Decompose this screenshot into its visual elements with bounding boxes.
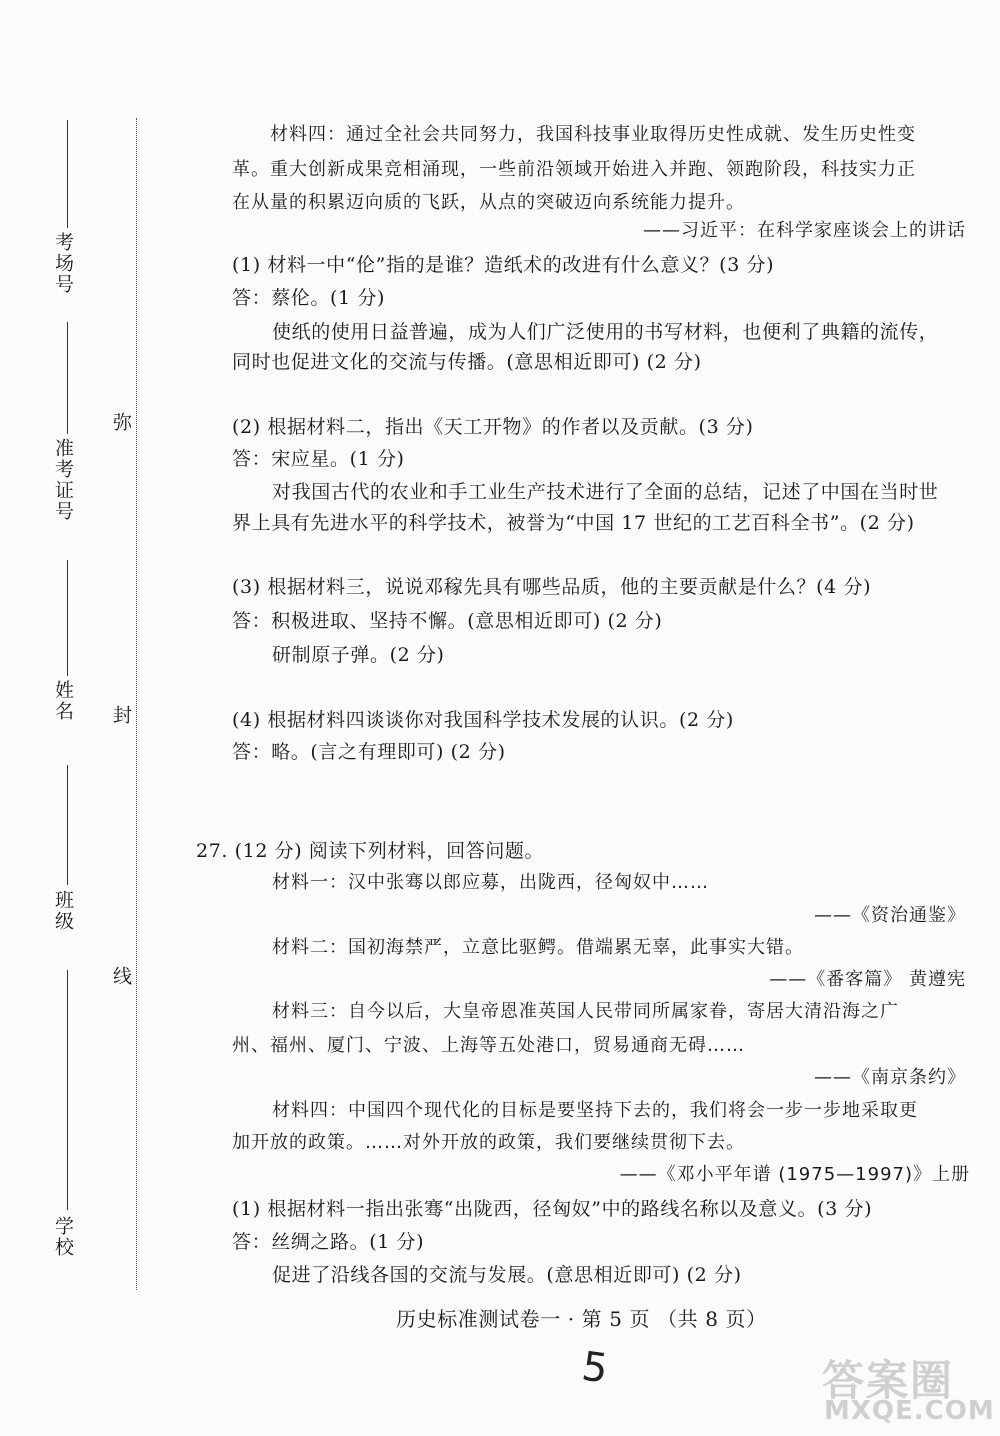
- page-footer: 历史标准测试卷一 · 第 5 页 （共 8 页）: [396, 1307, 767, 1331]
- q26-question-4: (4) 根据材料四谈谈你对我国科学技术发展的认识。(2 分): [232, 709, 734, 731]
- q26-detail-1b: 同时也促进文化的交流与传播。(意思相近即可) (2 分): [232, 351, 702, 373]
- q27-question-1: (1) 根据材料一指出张骞“出陇西，径匈奴”中的路线名称以及意义。(3 分): [232, 1198, 873, 1220]
- name-label: 姓名: [52, 680, 74, 722]
- underline-ticket: [67, 322, 68, 434]
- q26-answer-1: 答：蔡伦。(1 分): [232, 287, 385, 309]
- seal-char-xian: 线: [110, 966, 132, 987]
- q26-detail-2b: 界上具有先进水平的科学技术，被誉为“中国 17 世纪的工艺百科全书”。(2 分): [232, 512, 915, 534]
- q26-question-1: (1) 材料一中“伦”指的是谁？造纸术的改进有什么意义？(3 分): [232, 254, 775, 276]
- underline-class: [67, 765, 68, 885]
- watermark-url: MXQE.COM: [824, 1396, 995, 1426]
- q26-detail-3a: 研制原子弹。(2 分): [272, 644, 445, 666]
- underline-exam-room: [67, 120, 68, 228]
- q27-material3-line1: 材料三：自今以后，大皇帝恩准英国人民带同所属家眷，寄居大清沿海之广: [272, 1001, 899, 1022]
- q26-answer-3: 答：积极进取、坚持不懈。(意思相近即可) (2 分): [232, 610, 663, 632]
- q26-material4-line1: 材料四：通过全社会共同努力，我国科技事业取得历史性成就、发生历史性变: [270, 124, 916, 145]
- q27-material4-line2: 加开放的政策。……对外开放的政策，我们要继续贯彻下去。: [232, 1132, 745, 1153]
- q26-detail-2a: 对我国古代的农业和手工业生产技术进行了全面的总结，记述了中国在当时世: [272, 481, 939, 503]
- q27-detail-1: 促进了沿线各国的交流与发展。(意思相近即可) (2 分): [272, 1264, 742, 1286]
- exam-room-label: 考场号: [52, 232, 74, 295]
- ticket-label: 准考证号: [52, 438, 74, 522]
- q27-material4-line1: 材料四：中国四个现代化的目标是要坚持下去的，我们将会一步一步地采取更: [272, 1100, 918, 1121]
- q26-material4-source: ——习近平：在科学家座谈会上的讲话: [643, 220, 966, 241]
- seal-char-mi: 弥: [110, 412, 132, 433]
- underline-name: [67, 560, 68, 676]
- class-label: 班级: [52, 890, 74, 932]
- q26-question-2: (2) 根据材料二，指出《天工开物》的作者以及贡献。(3 分): [232, 416, 754, 438]
- seal-dashed-line: [136, 118, 137, 1290]
- q27-source2: ——《番客篇》 黄遵宪: [769, 969, 966, 990]
- q26-answer-2: 答：宋应星。(1 分): [232, 448, 405, 470]
- q26-material4-line3: 在从量的积累迈向质的飞跃，从点的突破迈向系统能力提升。: [232, 192, 745, 213]
- q26-answer-4: 答：略。(言之有理即可) (2 分): [232, 741, 506, 763]
- seal-char-feng: 封: [110, 705, 132, 726]
- underline-school: [67, 970, 68, 1210]
- q26-question-3: (3) 根据材料三，说说邓稼先具有哪些品质，他的主要贡献是什么？(4 分): [232, 576, 872, 598]
- q27-source4: ——《邓小平年谱 (1975—1997)》上册: [619, 1164, 970, 1185]
- q27-source3: ——《南京条约》: [814, 1067, 966, 1088]
- q27-material2: 材料二：国初海禁严，立意比驱鳄。借端累无辜，此事实大错。: [272, 937, 804, 958]
- q27-material3-line2: 州、福州、厦门、宁波、上海等五处港口，贸易通商无碍……: [232, 1035, 745, 1056]
- school-label: 学校: [52, 1216, 74, 1258]
- q27-material1: 材料一：汉中张骞以郎应募，出陇西，径匈奴中……: [272, 872, 709, 893]
- q26-material4-line2: 革。重大创新成果竞相涌现，一些前沿领域开始进入并跑、领跑阶段，科技实力正: [232, 159, 916, 180]
- q27-stem: 27. (12 分) 阅读下列材料，回答问题。: [196, 840, 545, 862]
- watermark-logo: 答案圈: [822, 1356, 955, 1405]
- q27-answer-1: 答：丝绸之路。(1 分): [232, 1231, 425, 1253]
- q27-source1: ——《资治通鉴》: [814, 905, 966, 926]
- q26-detail-1a: 使纸的使用日益普遍，成为人们广泛使用的书写材料，也便利了典籍的流传，: [272, 321, 939, 343]
- handwritten-page-number: 5: [578, 1343, 611, 1393]
